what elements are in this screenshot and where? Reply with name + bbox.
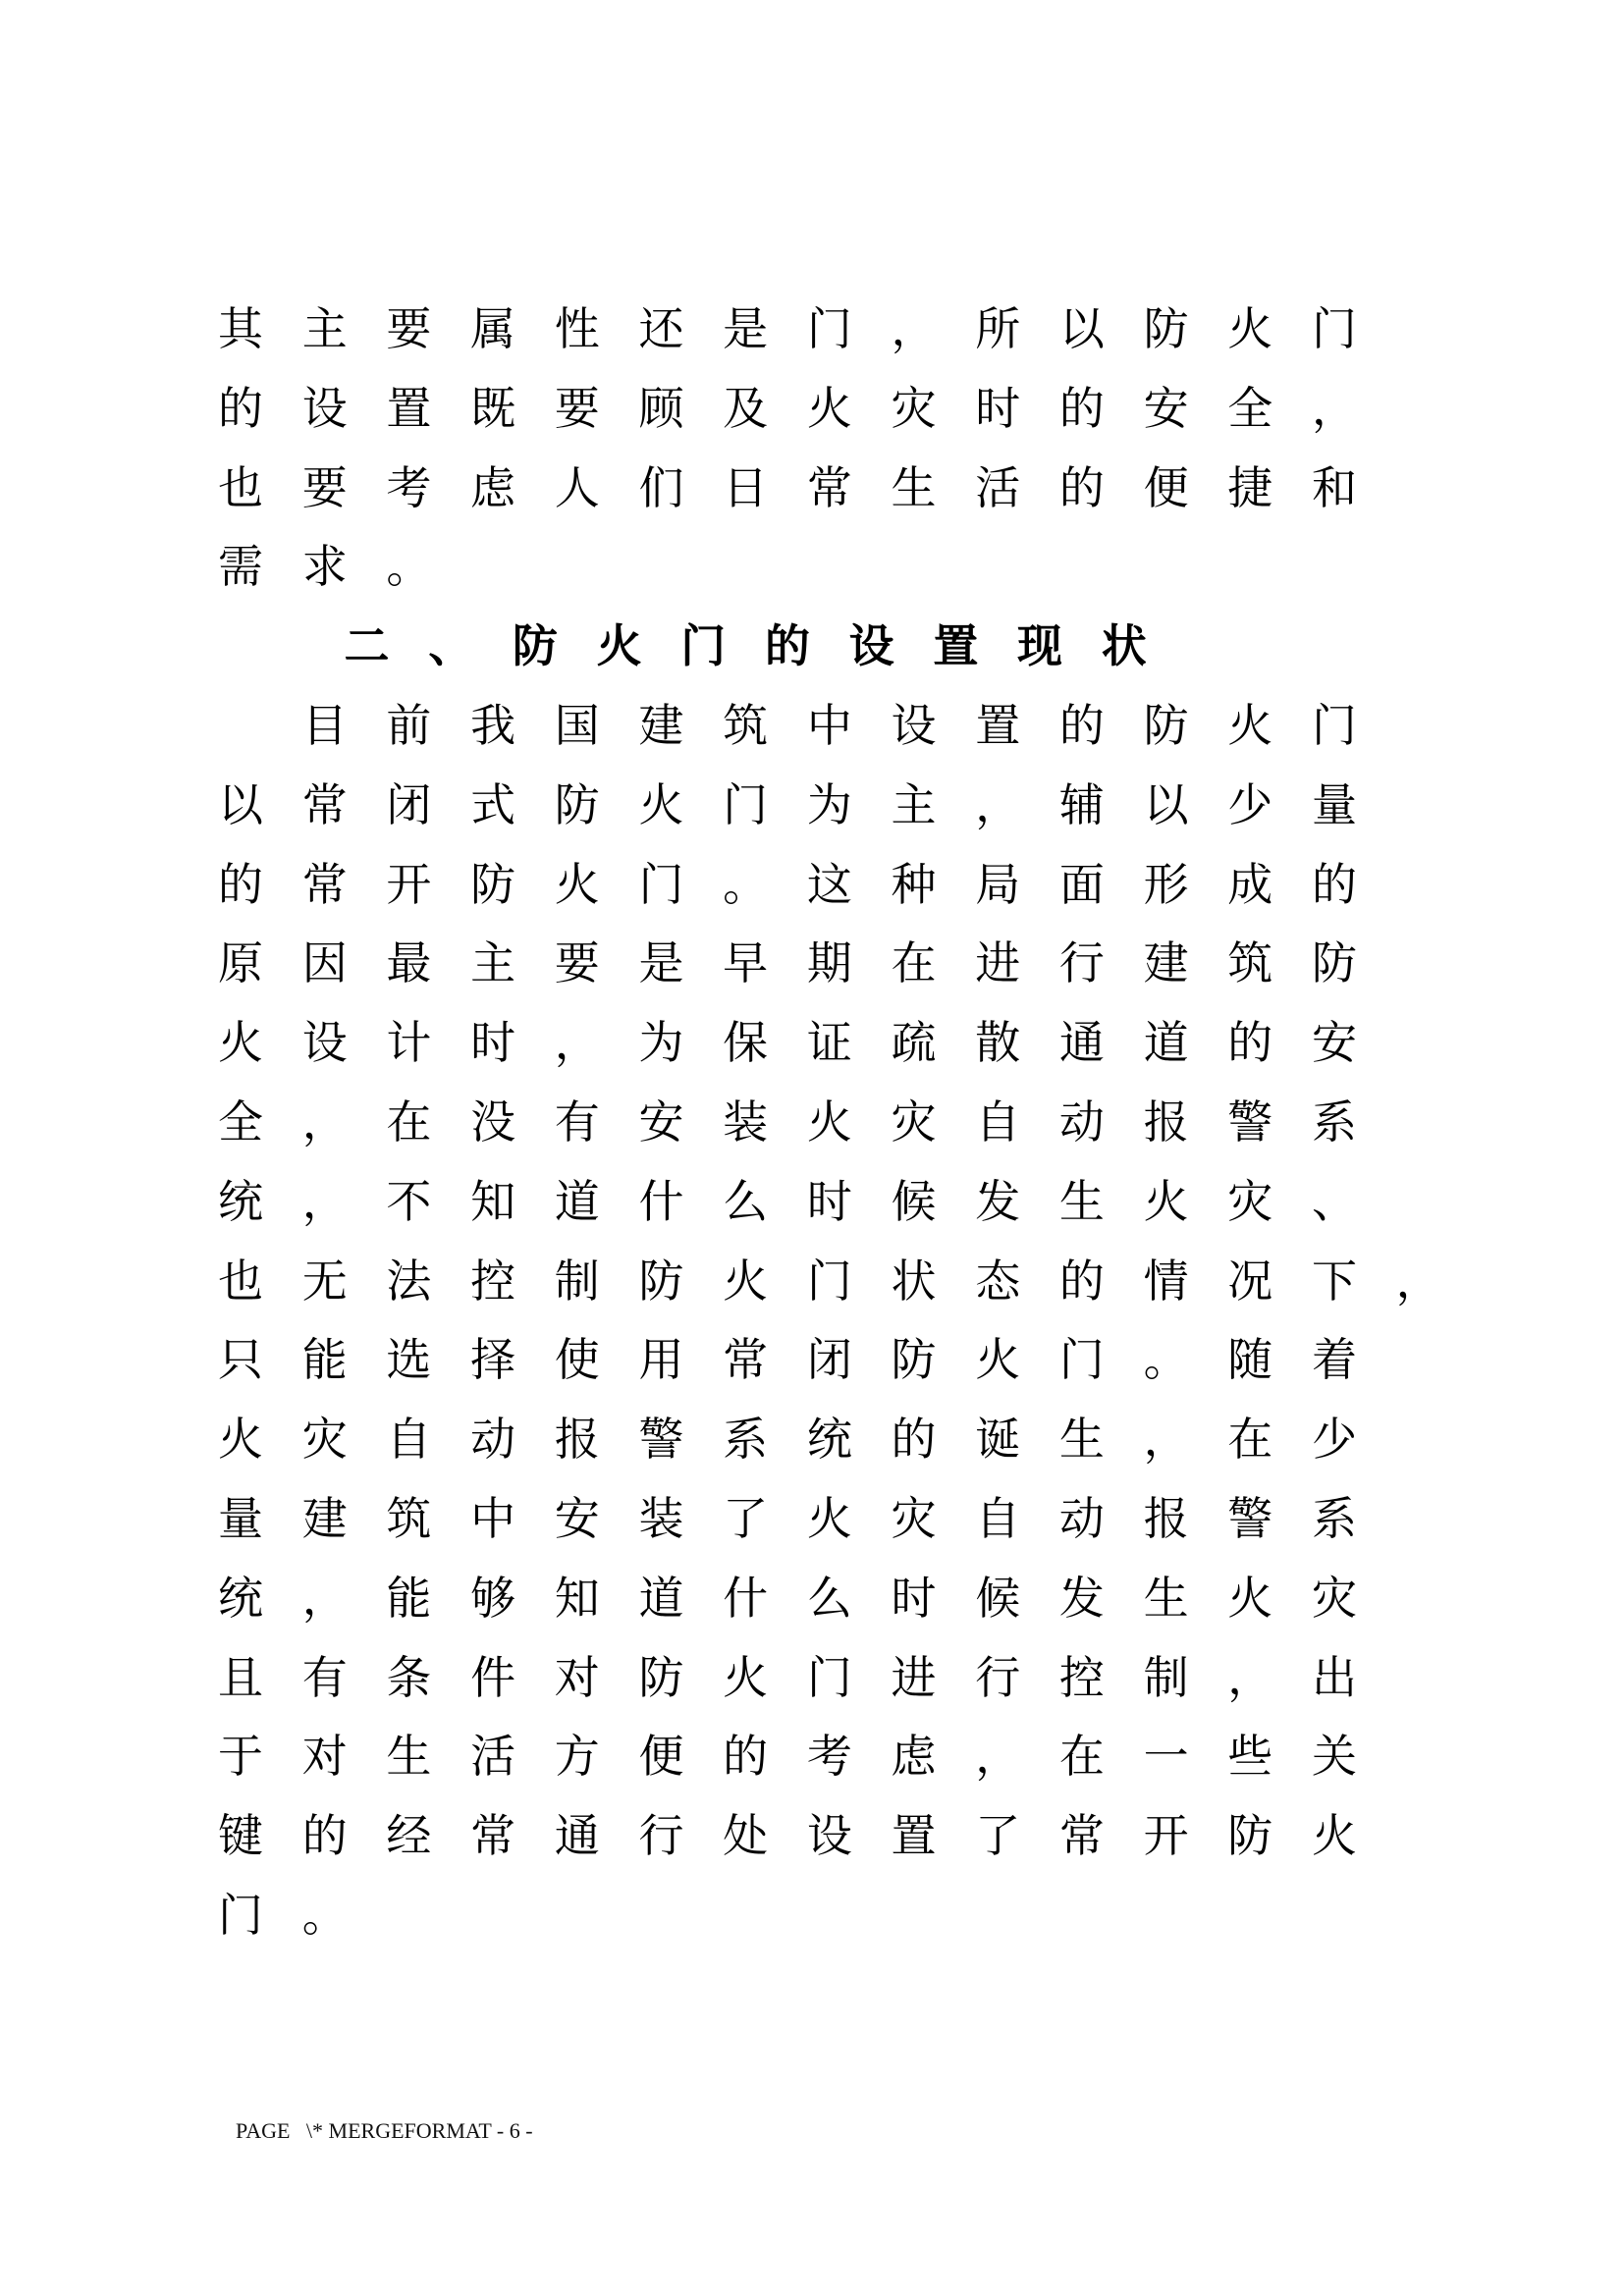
- text-line: 也 要 考 虑 人 们 日 常 生 活 的 便 捷 和: [218, 460, 1357, 514]
- page-footer: PAGE \* MERGEFORMAT - 6 -: [236, 2118, 533, 2143]
- text-line: 目 前 我 国 建 筑 中 设 置 的 防 火 门: [301, 699, 1357, 752]
- text-line: 其 主 要 属 性 还 是 门 ， 所 以 防 火 门: [218, 302, 1357, 355]
- text-line: 的 常 开 防 火 门 。 这 种 局 面 形 成 的: [218, 857, 1357, 911]
- text-line: 全 ， 在 没 有 安 装 火 灾 自 动 报 警 系: [218, 1095, 1357, 1148]
- text-line: 火 灾 自 动 报 警 系 统 的 诞 生 ， 在 少: [218, 1413, 1357, 1467]
- text-line: 统 ， 能 够 知 道 什 么 时 候 发 生 火 灾: [218, 1571, 1357, 1625]
- text-line: 键 的 经 常 通 行 处 设 置 了 常 开 防 火: [218, 1809, 1357, 1863]
- text-line: 的 设 置 既 要 顾 及 火 灾 时 的 安 全 ，: [218, 381, 1357, 435]
- text-line: 门 。: [218, 1889, 348, 1942]
- text-line: 也 无 法 控 制 防 火 门 状 态 的 情 况 下 ，: [218, 1254, 1441, 1308]
- text-line: 火 设 计 时 ， 为 保 证 疏 散 通 道 的 安: [218, 1016, 1357, 1070]
- text-line: 统 ， 不 知 道 什 么 时 候 发 生 火 灾 、: [218, 1174, 1357, 1228]
- text-line: 量 建 筑 中 安 装 了 火 灾 自 动 报 警 系: [218, 1492, 1357, 1545]
- text-line: 原 因 最 主 要 是 早 期 在 进 行 建 筑 防: [218, 936, 1357, 990]
- text-line: 需 求 。: [218, 540, 432, 594]
- text-line: 于 对 生 活 方 便 的 考 虑 ， 在 一 些 关: [218, 1730, 1357, 1784]
- section-heading: 二 、 防 火 门 的 设 置 现 状: [344, 619, 1147, 673]
- text-line: 只 能 选 择 使 用 常 闭 防 火 门 。 随 着: [218, 1333, 1357, 1387]
- text-line: 且 有 条 件 对 防 火 门 进 行 控 制 ， 出: [218, 1650, 1357, 1704]
- text-line: 以 常 闭 式 防 火 门 为 主 ， 辅 以 少 量: [218, 777, 1357, 831]
